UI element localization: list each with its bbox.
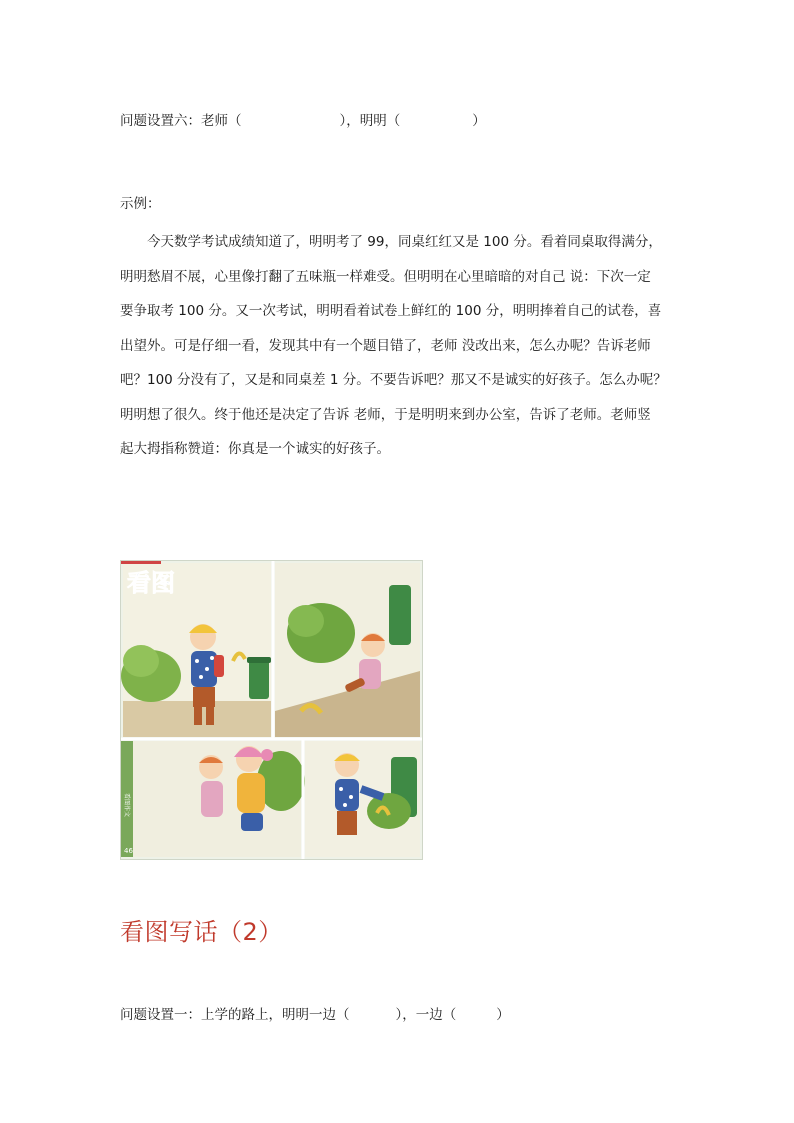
question-six-suffix: ） (472, 113, 486, 129)
question-one (120, 1003, 510, 1023)
question-one-suffix: ） (496, 1007, 510, 1023)
comic-page-number: 46 (124, 847, 133, 855)
comic-corner-title: 看图 (127, 569, 175, 597)
comic-illustration (120, 560, 423, 860)
example-line: 今天数学考试成绩知道了，明明考了 99，同桌红红又是 100 分。看着同桌取得满分， (147, 234, 662, 250)
comic-panel-2 (275, 563, 420, 737)
example-line: 吧？100 分没有了，又是和同桌差 1 分。不要告诉吧？那又不是诚实的好孩子。怎么办呢？ (120, 372, 667, 388)
section-heading: 看图写话（2） (120, 918, 283, 946)
comic-panel-4 (305, 741, 420, 857)
question-six-middle: ），明明（ (339, 113, 401, 129)
comic-side-caption: 看图作文 (123, 793, 130, 818)
example-line: 明明想了很久。终于他还是决定了告诉 老师，于是明明来到办公室，告诉了老师。老师竖 (120, 406, 651, 423)
question-one-prefix: 问题设置一：上学的路上，明明一边（ (120, 1007, 350, 1023)
example-line: 起大拇指称赞道：你真是一个诚实的好孩子。 (120, 441, 390, 457)
example-line: 出望外。可是仔细一看，发现其中有一个题目错了，老师 没改出来，怎么办呢？告诉老师 (120, 337, 651, 354)
comic-panel-3 (121, 741, 305, 857)
example-line: 要争取考 100 分。又一次考试，明明看着试卷上鲜红的 100 分，明明捧着自己的试卷，喜 (120, 303, 662, 319)
question-six-prefix: 问题设置六：老师（ (120, 113, 242, 129)
example-paragraph (120, 225, 676, 467)
question-one-middle: ），一边（ (395, 1007, 457, 1023)
example-line: 明明愁眉不展，心里像打翻了五味瓶一样难受。但明明在心里暗暗的对自己 说：下次一定 (120, 268, 651, 285)
example-label: 示例： (120, 196, 161, 212)
question-six (120, 109, 486, 129)
